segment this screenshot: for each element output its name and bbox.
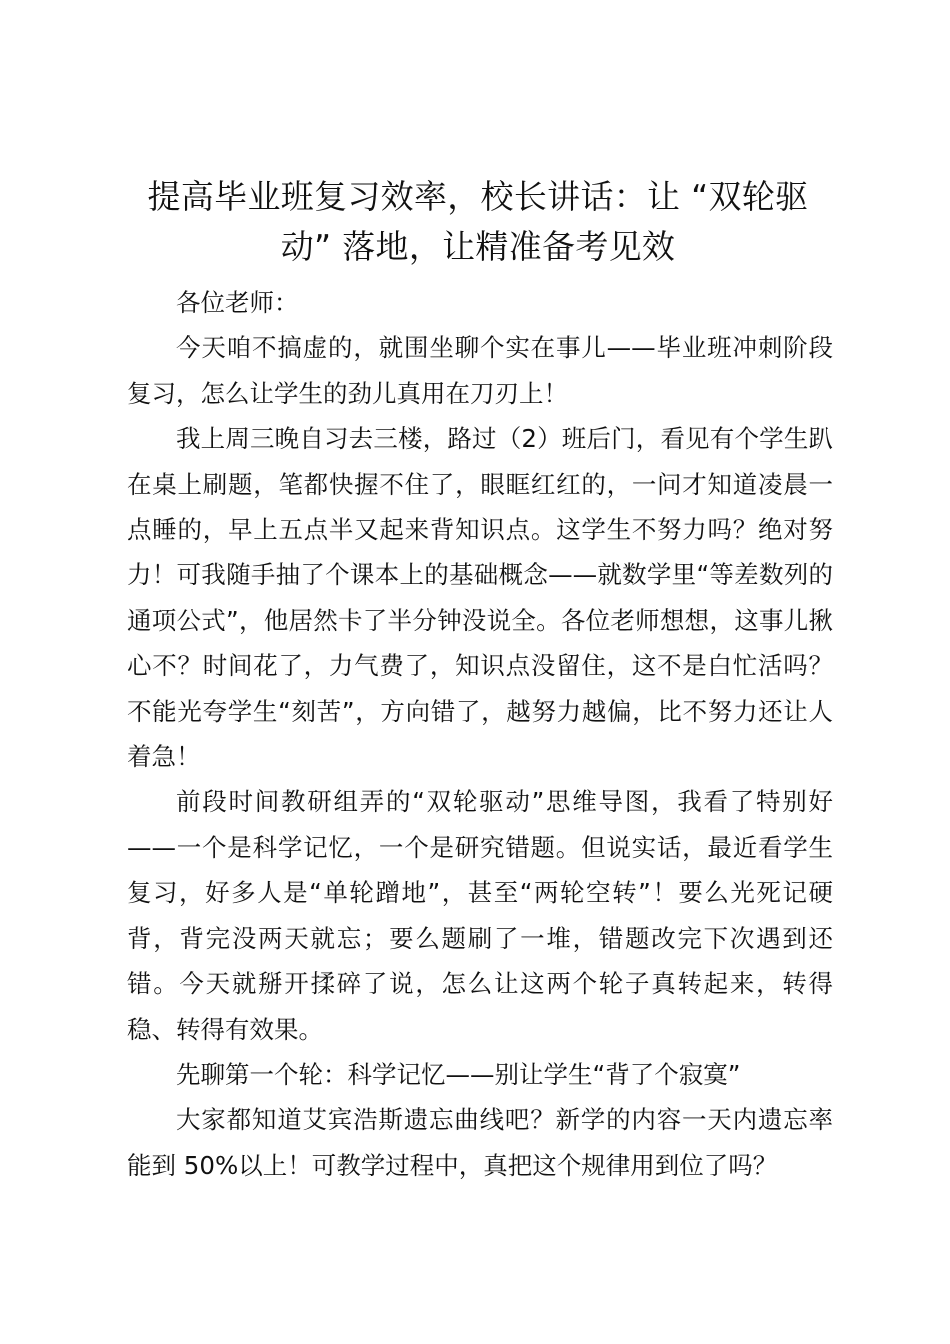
body-paragraph: 前段时间教研组弄的“双轮驱动”思维导图，我看了特别好——一个是科学记忆，一个是研究错题。但说实话，最近看学生复习，好多人是“单轮蹭地”，甚至“两轮空转”！要么光死记硬背，背完没两天就忘；要么题刷了一堆，错题改完下次遇到还错。今天就掰开揉碎了说，怎么让这两个轮子真转起来，转得稳、转得有效果。 xyxy=(127,787,833,1044)
document-title: 提高毕业班复习效率，校长讲话：让 “双轮驱动” 落地，让精准备考见效 xyxy=(147,177,809,266)
body-paragraph: 我上周三晚自习去三楼，路过（2）班后门，看见有个学生趴在桌上刷题，笔都快握不住了，眼眶红红的，一问才知道凌晨一点睡的，早上五点半又起来背知识点。这学生不努力吗？绝对努力！可我随手抽了个课本上的基础概念——就数学里“等差数列的通项公式”，他居然卡了半分钟没说全。各位老师想想，这事儿揪心不？时间花了，力气费了，知识点没留住，这不是白忙活吗？不能光夸学生“刻苦”，方向错了，越努力越偏，比不努力还让人着急！ xyxy=(127,424,833,772)
salutation-paragraph: 各位老师： xyxy=(176,288,299,317)
body-paragraph: 大家都知道艾宾浩斯遗忘曲线吧？新学的内容一天内遗忘率能到 50%以上！可教学过程中，真把这个规律用到位了吗？ xyxy=(127,1105,833,1180)
section-heading-paragraph: 先聊第一个轮：科学记忆——别让学生“背了个寂寞” xyxy=(176,1059,741,1089)
document-body xyxy=(127,280,833,1188)
body-paragraph: 今天咱不搞虚的，就围坐聊个实在事儿——毕业班冲刺阶段复习，怎么让学生的劲儿真用在刀刃上！ xyxy=(127,333,833,408)
